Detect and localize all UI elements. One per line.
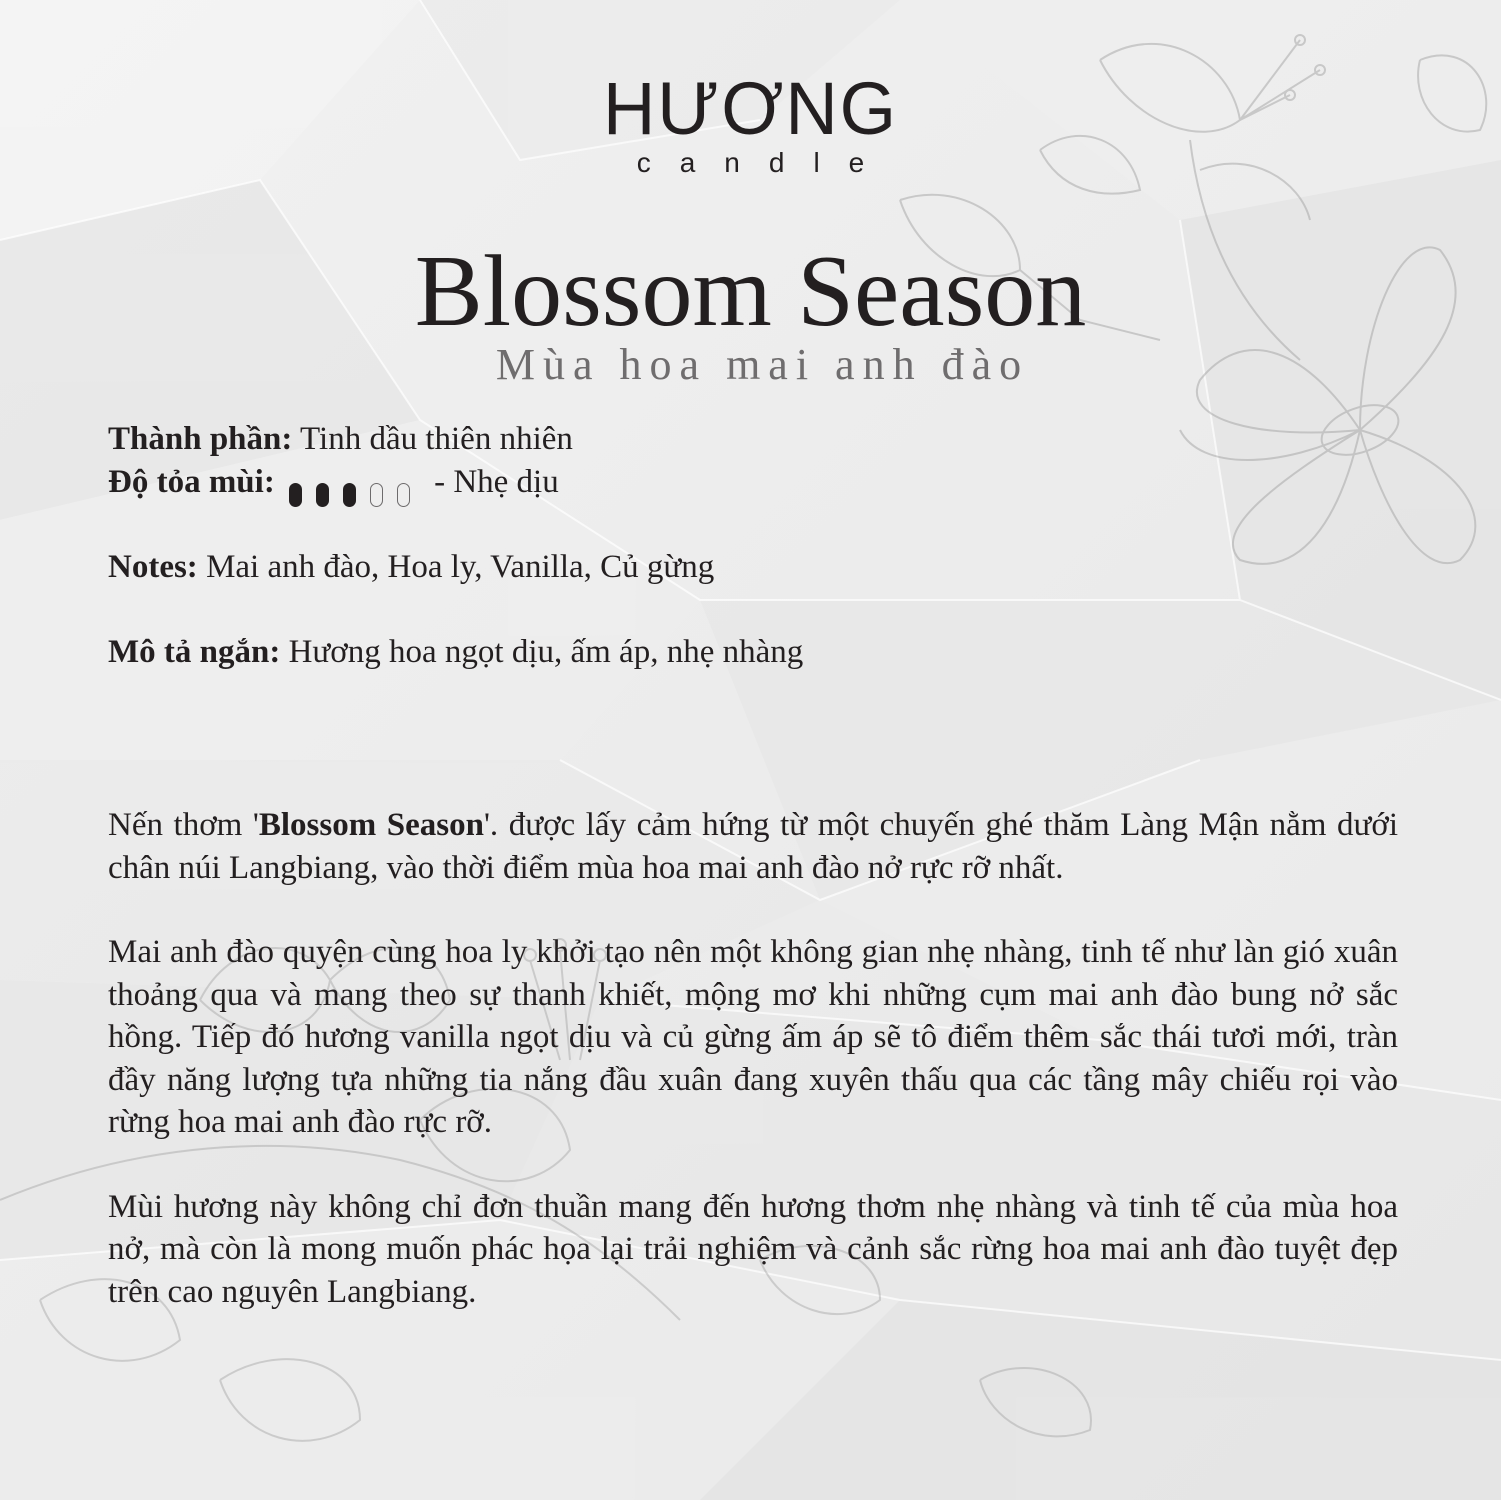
brand-logo xyxy=(0,67,1501,178)
description-p1-before: Nến thơm ' xyxy=(108,807,259,843)
spec-ingredients-value: Tinh dầu thiên nhiên xyxy=(300,421,573,457)
spec-scent-throw-label: Độ tỏa mùi: xyxy=(108,464,275,500)
rating-dot-filled xyxy=(289,483,302,507)
description-paragraph-2: Mai anh đào quyện cùng hoa ly khởi tạo nên một không gian nhẹ nhàng, tinh tế như làn gió xuân thoảng qua và mang theo sự thanh khiết, mộng mơ khi những cụm mai anh đào bung nở sắc hồng. Tiếp đó hương vanilla ngọt dịu và củ gừng ấm áp sẽ tô điểm thêm sắc thái tươi mới, tràn đầy năng lượng tựa những tia nắng đầu xuân đang xuyên thấu qua các tầng mây chiếu rọi vào rừng hoa mai anh đào rực rỡ. xyxy=(108,934,1398,1140)
description-p1-after: '. được lấy cảm hứng từ một chuyến ghé thăm Làng Mận nằm dưới chân núi Langbiang, vào thời điểm mùa hoa mai anh đào nở rực rỡ nhất. xyxy=(108,807,1398,886)
spec-ingredients xyxy=(108,418,1408,461)
rating-dot-filled xyxy=(316,483,329,507)
brand-name: HƯƠNG xyxy=(602,67,899,150)
rating-dot-empty xyxy=(397,483,410,507)
product-title: Blossom Season xyxy=(414,235,1087,348)
spec-short-description-value: Hương hoa ngọt dịu, ấm áp, nhẹ nhàng xyxy=(288,634,804,670)
spec-scent-throw-value: - Nhẹ dịu xyxy=(434,464,559,500)
description-paragraph-3: Mùi hương này không chỉ đơn thuần mang đến hương thơm nhẹ nhàng và tinh tế của mùa hoa nở, mà còn là mong muốn phác họa lại trải nghiệm và cảnh sắc rừng hoa mai anh đào tuyệt đẹp trên cao nguyên Langbiang. xyxy=(108,1188,1398,1310)
spec-ingredients-label: Thành phần: xyxy=(108,421,293,457)
spec-scent-throw xyxy=(108,461,1408,504)
spec-short-description-label: Mô tả ngắn: xyxy=(108,634,281,670)
description-p1-product-name: Blossom Season xyxy=(258,807,484,843)
spec-notes-value: Mai anh đào, Hoa ly, Vanilla, Củ gừng xyxy=(206,549,715,585)
spec-short-description xyxy=(108,631,1408,674)
product-specs xyxy=(108,418,1408,674)
spec-notes-label: Notes: xyxy=(108,549,198,585)
brand-subname: candle xyxy=(636,147,894,178)
spec-notes xyxy=(108,546,1408,589)
description-paragraph-1 xyxy=(108,804,1398,889)
rating-dot-filled xyxy=(343,483,356,507)
product-description xyxy=(108,804,1398,1355)
product-subtitle: Mùa hoa mai anh đào xyxy=(495,340,1030,389)
rating-dot-empty xyxy=(370,483,383,507)
scent-throw-rating xyxy=(289,471,424,497)
